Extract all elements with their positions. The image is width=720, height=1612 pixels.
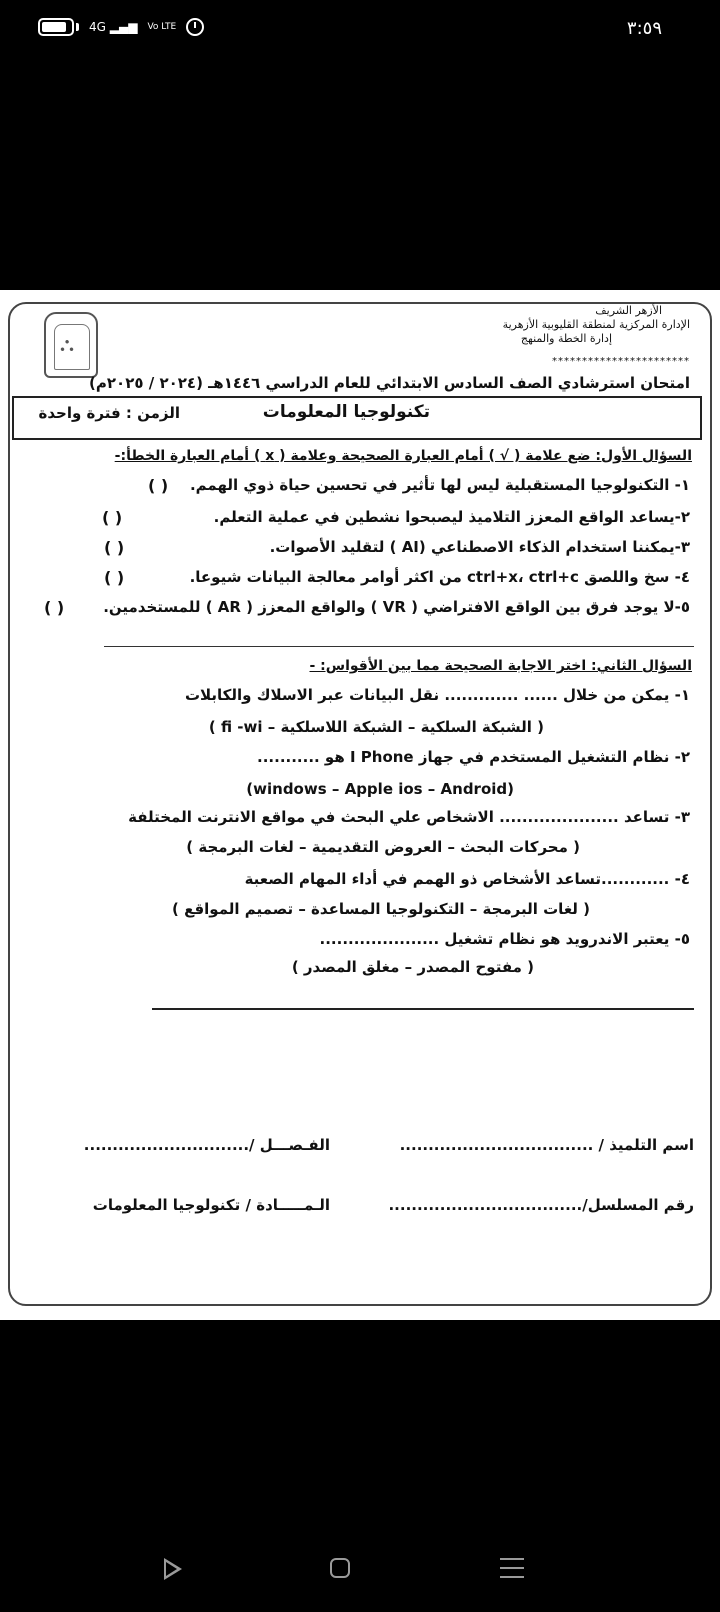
status-bar	[0, 0, 720, 60]
header-line-2: الإدارة المركزية لمنطقة القليوبية الأزهرية	[502, 318, 690, 331]
q1-item: ٢-يساعد الواقع المعزز التلاميذ ليصبحوا نشطين في عملية التعلم.	[213, 508, 690, 526]
student-name-field: اسم التلميذ / ..................................	[399, 1136, 694, 1154]
q1-item: ٣-يمكننا استخدام الذكاء الاصطناعي (AI ) لتقليد الأصوات.	[269, 538, 690, 556]
q2-choices: (windows – Apple ios – Android)	[246, 780, 514, 798]
signal-icon: 4G ▂▄▆	[89, 20, 138, 34]
star-divider: ***********************	[552, 356, 690, 367]
header-line-1: الأزهر الشريف	[595, 304, 662, 317]
exam-title: امتحان استرشادي الصف السادس الابتدائي للعام الدراسي ١٤٤٦هـ (٢٠٢٤ / ٢٠٢٥م)	[89, 374, 690, 392]
header-line-3: إدارة الخطة والمنهج	[520, 332, 612, 345]
q1-heading: السؤال الأول: ضع علامة ( √ ) أمام العبارة الصحيحة وعلامة ( x ) أمام العبارة الخطأ:-	[114, 448, 692, 464]
answer-paren: ( )	[104, 538, 125, 557]
class-field: الفـصـــل /.............................	[83, 1136, 330, 1154]
alarm-icon	[186, 18, 204, 36]
q2-item: ٢- نظام التشغيل المستخدم في جهاز I Phone هو ...........	[257, 748, 690, 766]
q2-item: ١- يمكن من خلال ...... ............. نقل البيانات عبر الاسلاك والكابلات	[184, 686, 690, 704]
exam-duration: الزمن : فترة واحدة	[38, 404, 180, 422]
q2-choices: ( الشبكة السلكية – الشبكة اللاسلكية – fi -wi )	[208, 718, 544, 736]
q2-choices: ( مفتوح المصدر – مغلق المصدر )	[291, 958, 534, 976]
recent-apps-icon[interactable]	[500, 1558, 524, 1580]
volte-icon: Vo LTE	[147, 22, 177, 32]
q2-heading: السؤال الثاني: اختر الاجابة الصحيحة مما بين الأقواس: -	[309, 658, 692, 674]
battery-icon	[38, 18, 74, 36]
q2-item: ٥- يعتبر الاندرويد هو نظام تشغيل .....................	[319, 930, 690, 948]
q1-item: ١- التكنولوجيا المستقبلية ليس لها تأثير في تحسين حياة ذوي الهمم.	[189, 476, 690, 494]
q2-choices: ( لغات البرمجة – التكنولوجيا المساعدة – تصميم المواقع )	[172, 900, 590, 918]
q2-item: ٣- تساعد ..................... الاشخاص علي البحث في مواقع الانترنت المختلفة	[128, 808, 690, 826]
q1-item: ٤- سخ واللصق ctrl+x، ctrl+c من اكثر أوامر معالجة البيانات شيوعا.	[189, 568, 690, 586]
q1-item: ٥-لا يوجد فرق بين الواقع الافتراضي ( VR ) والواقع المعزز ( AR ) للمستخدمين.	[103, 598, 690, 616]
back-icon[interactable]	[164, 1558, 182, 1580]
q2-item: ٤- ............تساعد الأشخاص ذو الهمم في أداء المهام الصعبة	[244, 870, 690, 888]
q2-choices: ( محركات البحث – العروض التقديمية – لغات البرمجة )	[186, 838, 580, 856]
answer-paren: ( )	[44, 598, 65, 617]
battery-tip-icon	[76, 23, 79, 31]
exam-paper	[0, 290, 720, 1320]
status-time: ٣:٥٩	[626, 18, 662, 39]
azhar-logo	[44, 312, 98, 378]
home-icon[interactable]	[330, 1558, 350, 1578]
answer-paren: ( )	[104, 568, 125, 587]
status-icons	[38, 18, 204, 36]
navigation-bar	[0, 1540, 720, 1612]
answer-paren: ( )	[148, 476, 169, 495]
subject-title: تكنولوجيا المعلومات	[262, 402, 430, 422]
answer-paren: ( )	[102, 508, 123, 527]
subject-field: الـمـــــادة / تكنولوجيا المعلومات	[92, 1196, 330, 1214]
section-divider	[152, 1008, 694, 1010]
serial-number-field: رقم المسلسل/..................................	[388, 1196, 694, 1214]
section-divider	[104, 646, 694, 647]
